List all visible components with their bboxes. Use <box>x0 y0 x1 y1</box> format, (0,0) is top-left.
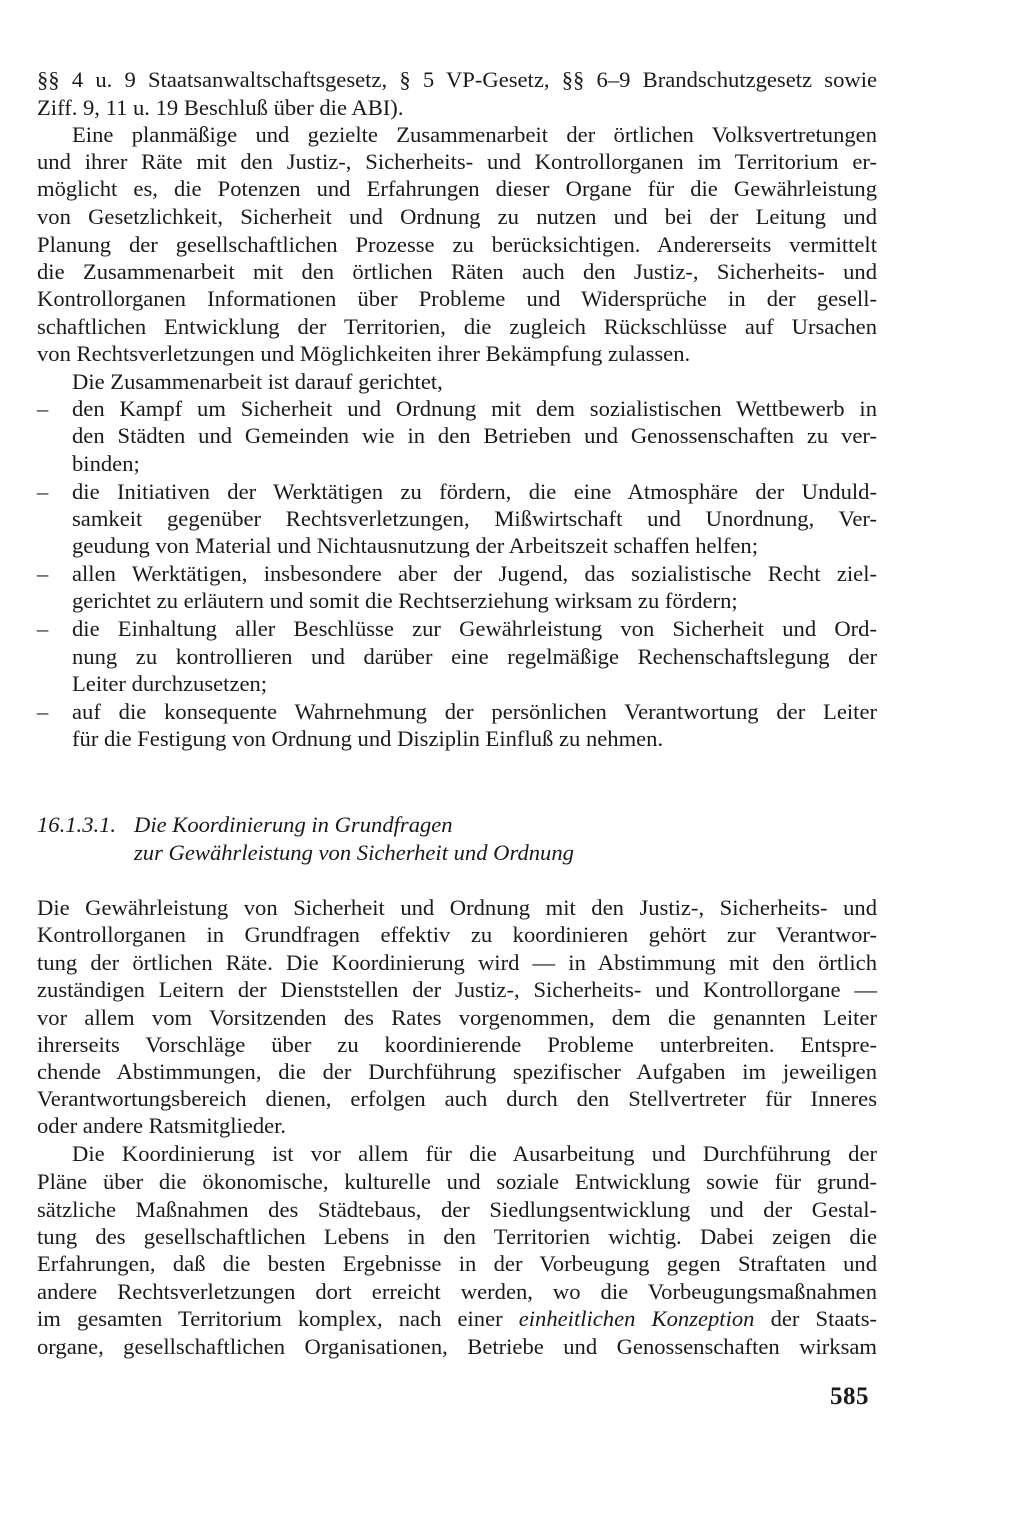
paragraph-3-line: tung des gesellschaftlichen Lebens in den Territorien wichtig. Dabei zeigen die <box>37 1224 877 1249</box>
list-item-line: den Städten und Gemeinden wie in den Betrieben und Genossenschaften zu ver- <box>72 423 877 448</box>
list-dash: – <box>37 479 49 504</box>
intro-line-2: Ziff. 9, 11 u. 19 Beschluß über die ABI). <box>37 95 404 120</box>
paragraph-3-line-mixed <box>37 1305 877 1333</box>
intro-line-1: §§ 4 u. 9 Staatsanwaltschaftsgesetz, § 5 VP-Gesetz, §§ 6–9 Brandschutzgesetz sowie <box>37 67 877 92</box>
paragraph-1-line: von Rechtsverletzungen und Möglichkeiten ihrer Bekämpfung zulassen. <box>37 341 691 366</box>
list-intro: Die Zusammenarbeit ist darauf gerichtet, <box>72 369 443 394</box>
list-item-line: samkeit gegenüber Rechtsverletzungen, Mißwirtschaft und Unordnung, Ver- <box>72 506 877 531</box>
paragraph-1-line: Kontrollorganen Informationen über Probleme und Widersprüche in der gesell- <box>37 286 877 311</box>
paragraph-2-line: tung der örtlichen Räte. Die Koordinierung wird — in Abstimmung mit den örtlich <box>37 950 877 975</box>
list-item-line: gerichtet zu erläutern und somit die Rechtserziehung wirksam zu fördern; <box>72 588 738 613</box>
paragraph-3-line: organe, gesellschaftlichen Organisationen, Betriebe und Genossenschaften wirksam <box>37 1334 877 1359</box>
list-item-line: für die Festigung von Ordnung und Disziplin Einfluß zu nehmen. <box>72 726 664 751</box>
paragraph-2-line: Verantwortungsbereich dienen, erfolgen auch durch den Stellvertreter für Inneres <box>37 1086 877 1111</box>
list-item-line: die Einhaltung aller Beschlüsse zur Gewährleistung von Sicherheit und Ord- <box>72 616 877 641</box>
list-dash: – <box>37 699 49 724</box>
text-run: im gesamten Territorium komplex, nach einer <box>37 1306 519 1331</box>
section-number: 16.1.3.1. <box>37 812 117 837</box>
section-title-line-2: zur Gewährleistung von Sicherheit und Ordnung <box>134 840 574 865</box>
list-item-line: den Kampf um Sicherheit und Ordnung mit dem sozialistischen Wettbewerb in <box>72 396 877 421</box>
list-item-line: allen Werktätigen, insbesondere aber der Jugend, das sozialistische Recht ziel- <box>72 561 877 586</box>
paragraph-1-line: und ihrer Räte mit den Justiz-, Sicherheits- und Kontrollorganen im Territorium er- <box>37 149 877 174</box>
page-number: 585 <box>830 1383 869 1410</box>
paragraph-1-line: Planung der gesellschaftlichen Prozesse zu berücksichtigen. Andererseits vermittelt <box>37 232 877 257</box>
list-item-line: die Initiativen der Werktätigen zu fördern, die eine Atmosphäre der Unduld- <box>72 479 877 504</box>
paragraph-3-line: Erfahrungen, daß die besten Ergebnisse in der Vorbeugung gegen Straftaten und <box>37 1251 877 1276</box>
paragraph-1-line: möglicht es, die Potenzen und Erfahrungen dieser Organe für die Gewährleistung <box>37 176 877 201</box>
paragraph-1-line: schaftlichen Entwicklung der Territorien, die zugleich Rückschlüsse auf Ursachen <box>37 314 877 339</box>
list-item-line: auf die konsequente Wahrnehmung der persönlichen Verantwortung der Leiter <box>72 699 877 724</box>
paragraph-1-line: die Zusammenarbeit mit den örtlichen Räten auch den Justiz-, Sicherheits- und <box>37 259 877 284</box>
paragraph-2-line: oder andere Ratsmitglieder. <box>37 1113 287 1138</box>
list-dash: – <box>37 396 49 421</box>
list-item-line: nung zu kontrollieren und darüber eine regelmäßige Rechenschaftslegung der <box>72 644 877 669</box>
list-item-line: Leiter durchzusetzen; <box>72 671 268 696</box>
emphasis-text: einheitlichen Konzeption <box>518 1306 755 1331</box>
paragraph-3-line: sätzliche Maßnahmen des Städtebaus, der Siedlungsentwicklung und der Gestal- <box>37 1197 877 1222</box>
paragraph-3-line: Pläne über die ökonomische, kulturelle und soziale Entwicklung sowie für grund- <box>37 1169 877 1194</box>
paragraph-3-line: andere Rechtsverletzungen dort erreicht werden, wo die Vorbeugungsmaßnahmen <box>37 1279 877 1304</box>
paragraph-2-line: chende Abstimmungen, die der Durchführung spezifischer Aufgaben im jeweiligen <box>37 1059 877 1084</box>
paragraph-2-line: vor allem vom Vorsitzenden des Rates vorgenommen, dem die genannten Leiter <box>37 1005 877 1030</box>
paragraph-2-line: Kontrollorganen in Grundfragen effektiv zu koordinieren gehört zur Verantwor- <box>37 922 877 947</box>
text-run: der Staats- <box>754 1306 878 1331</box>
list-dash: – <box>37 616 49 641</box>
paragraph-2-line: Die Gewährleistung von Sicherheit und Ordnung mit den Justiz-, Sicherheits- und <box>37 895 877 920</box>
paragraph-1-line: von Gesetzlichkeit, Sicherheit und Ordnung zu nutzen und bei der Leitung und <box>37 204 877 229</box>
paragraph-2-line: zuständigen Leitern der Dienststellen der Justiz-, Sicherheits- und Kontrollorgane — <box>37 977 877 1002</box>
paragraph-1-line: Eine planmäßige und gezielte Zusammenarbeit der örtlichen Volksvertretungen <box>72 122 877 147</box>
list-dash: – <box>37 561 49 586</box>
list-item-line: binden; <box>72 451 140 476</box>
section-title-line-1: Die Koordinierung in Grundfragen <box>134 812 453 837</box>
paragraph-3-line: Die Koordinierung ist vor allem für die Ausarbeitung und Durchführung der <box>72 1141 877 1166</box>
paragraph-2-line: ihrerseits Vorschläge über zu koordinierende Probleme unterbreiten. Entspre- <box>37 1032 877 1057</box>
list-item-line: geudung von Material und Nichtausnutzung der Arbeitszeit schaffen helfen; <box>72 533 758 558</box>
